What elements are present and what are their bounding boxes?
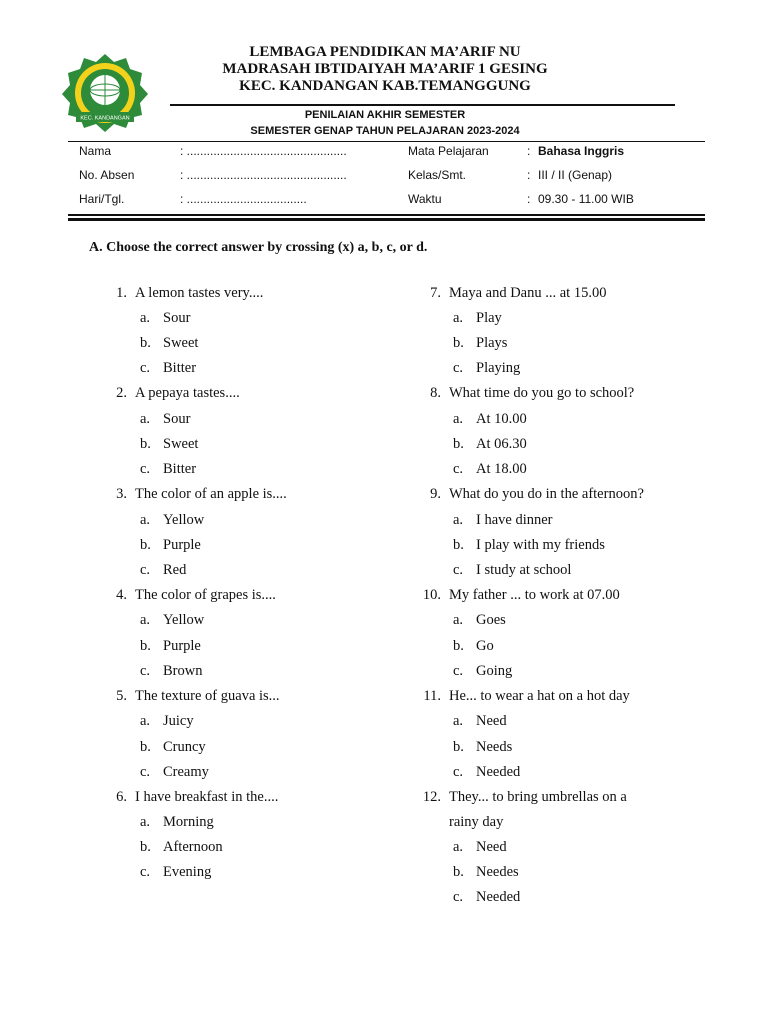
question-number: 7.: [430, 285, 441, 301]
question-number: 12.: [422, 789, 441, 805]
question-number: 9.: [430, 486, 441, 502]
header-divider: [170, 104, 675, 106]
absen-field[interactable]: : ................................................: [180, 168, 347, 182]
question-text: rainy day: [449, 814, 504, 830]
question-number: 3.: [116, 486, 127, 502]
question-number: 2.: [116, 385, 127, 401]
institution-name: LEMBAGA PENDIDIKAN MA’ARIF NU: [249, 44, 521, 60]
question-text: I have breakfast in the....: [135, 789, 279, 805]
kelas-value: III / II (Genap): [538, 168, 613, 182]
question-number: 11.: [423, 688, 441, 704]
school-address: KEC. KANDANGAN KAB.TEMANGGUNG: [239, 78, 531, 94]
kelas-label: Kelas/Smt.: [408, 168, 467, 182]
section-a-instruction: A. Choose the correct answer by crossing (x) a, b, c, or d.: [89, 240, 428, 255]
mapel-label: Mata Pelajaran: [408, 144, 489, 158]
exam-title: PENILAIAN AKHIR SEMESTER: [304, 109, 466, 121]
mapel-value: Bahasa Inggris: [538, 144, 625, 158]
question-text: The texture of guava is...: [135, 688, 280, 704]
kelas-colon: :: [527, 168, 531, 182]
waktu-label: Waktu: [408, 192, 442, 206]
mapel-colon: :: [527, 144, 531, 158]
exam-subtitle: SEMESTER GENAP TAHUN PELAJARAN 2023-2024: [250, 125, 520, 137]
question-text: The color of an apple is....: [135, 486, 287, 502]
question-number: 6.: [116, 789, 127, 805]
school-logo: [62, 52, 148, 132]
question-text: A pepaya tastes....: [135, 385, 240, 401]
info-bottom-rule-1: [68, 214, 705, 216]
question-text: A lemon tastes very....: [135, 285, 264, 301]
question-text: He... to wear a hat on a hot day: [449, 688, 630, 704]
absen-label: No. Absen: [79, 168, 135, 182]
question-text: What do you do in the afternoon?: [449, 486, 644, 502]
question-text: What time do you go to school?: [449, 385, 635, 401]
question-text: Maya and Danu ... at 15.00: [449, 285, 607, 301]
hari-label: Hari/Tgl.: [79, 192, 125, 206]
question-number: 8.: [430, 385, 441, 401]
school-name: MADRASAH IBTIDAIYAH MA’ARIF 1 GESING: [222, 61, 548, 77]
waktu-colon: :: [527, 192, 531, 206]
nama-label: Nama: [79, 144, 112, 158]
question-number: 10.: [422, 587, 441, 603]
nama-field[interactable]: : ................................................: [180, 144, 347, 158]
svg-text:KEC. KANDANGAN: KEC. KANDANGAN: [80, 115, 130, 122]
info-bottom-rule-2: [68, 218, 705, 221]
question-text: My father ... to work at 07.00: [449, 587, 620, 603]
question-number: 4.: [116, 587, 127, 603]
info-top-rule: [68, 141, 705, 142]
question-text: The color of grapes is....: [135, 587, 276, 603]
question-number: 5.: [116, 688, 127, 704]
waktu-value: 09.30 - 11.00 WIB: [538, 192, 634, 206]
question-text: They... to bring umbrellas on a: [449, 789, 627, 805]
question-number: 1.: [116, 285, 127, 301]
hari-field[interactable]: : ....................................: [180, 192, 307, 206]
